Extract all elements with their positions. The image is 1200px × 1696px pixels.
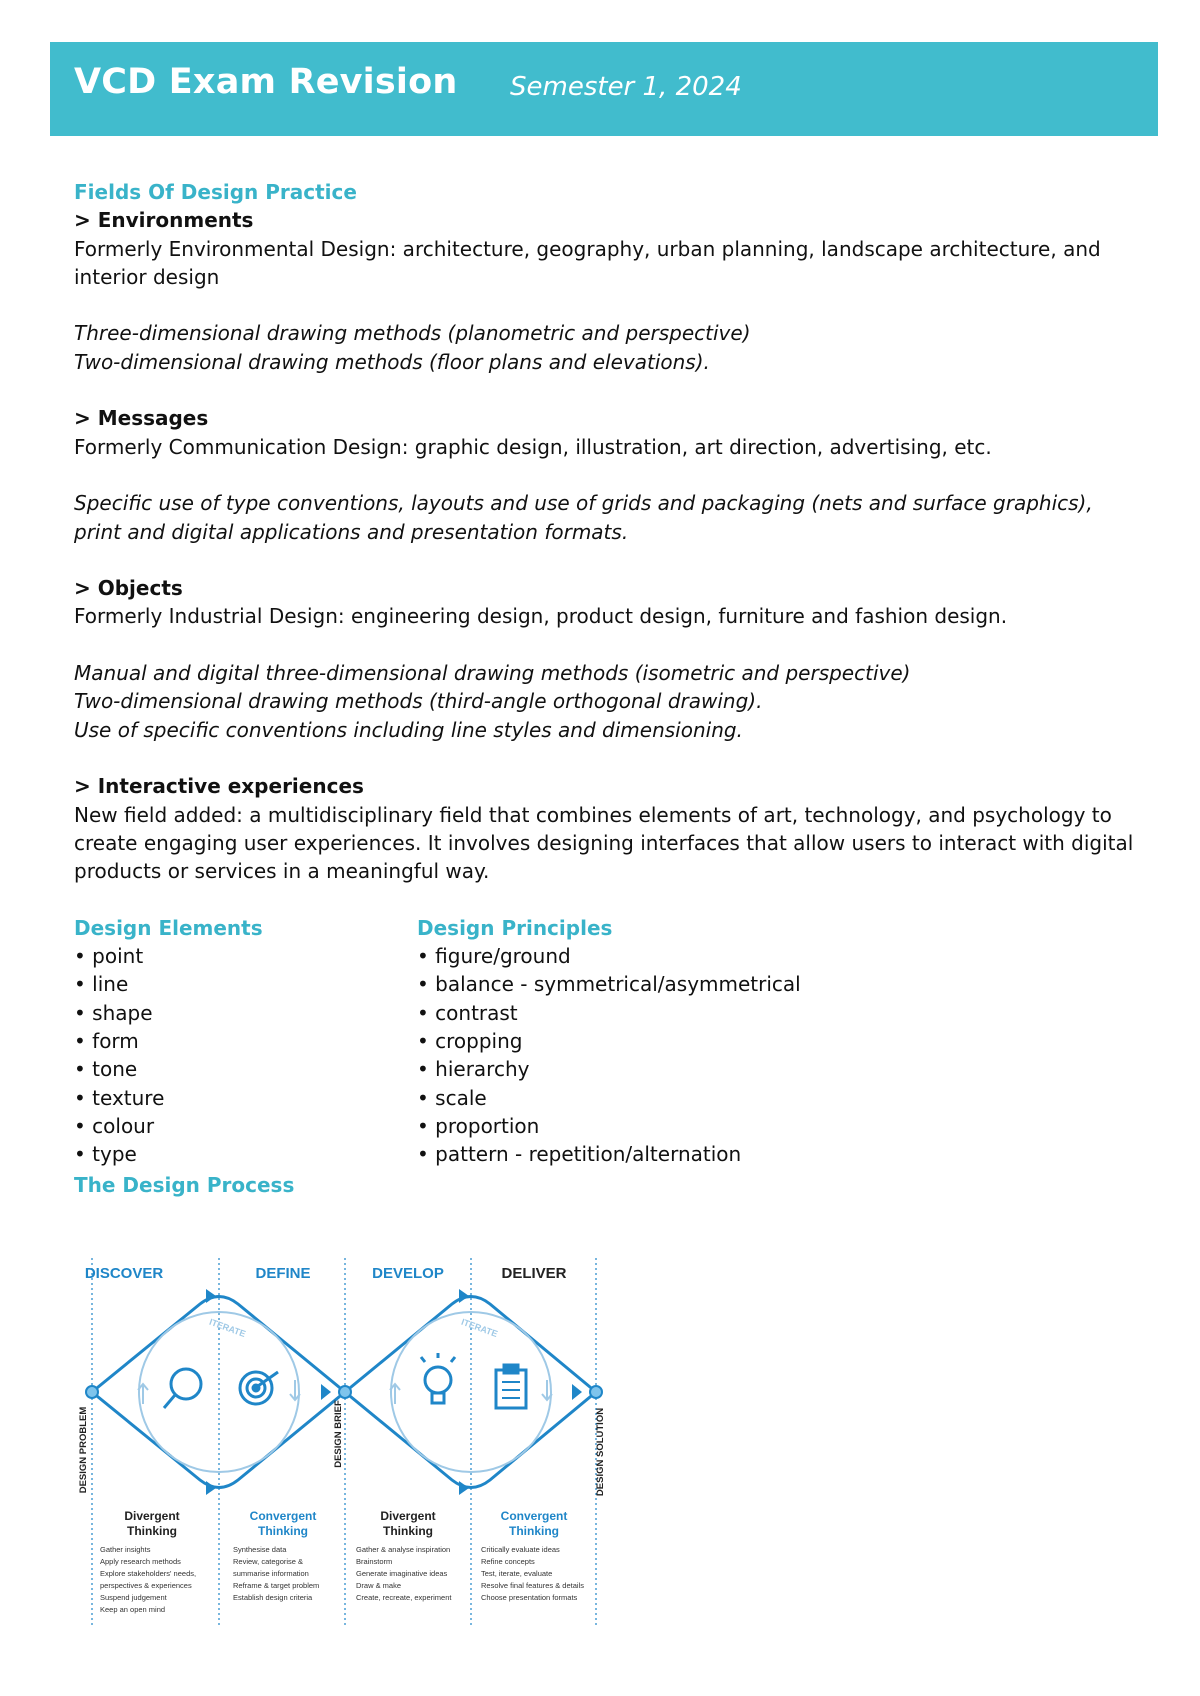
elements-heading: Design Elements	[74, 915, 263, 940]
column-item: Draw & make	[356, 1581, 402, 1590]
column-title: Thinking	[258, 1524, 308, 1538]
column-item: Apply research methods	[100, 1557, 181, 1566]
column-title: Thinking	[383, 1524, 433, 1538]
phase-label: DEVELOP	[372, 1265, 444, 1282]
environments-desc: Formerly Environmental Design: architecture, geography, urban planning, landscape architecture, and interior design	[74, 236, 1101, 289]
element-item: • texture	[74, 1085, 165, 1110]
header-banner	[50, 42, 1158, 136]
column-item: summarise information	[233, 1569, 309, 1578]
arrow-icon	[321, 1384, 331, 1400]
phase-label: DELIVER	[501, 1265, 567, 1282]
lightbulb-icon	[421, 1353, 455, 1403]
column-item: Test, iterate, evaluate	[481, 1569, 553, 1578]
design-process-diagram	[78, 1254, 658, 1632]
column-item: Choose presentation formats	[481, 1593, 578, 1602]
arrow-icon	[459, 1481, 469, 1495]
side-label: DESIGN BRIEF	[333, 1400, 344, 1468]
column-title: Divergent	[124, 1509, 180, 1523]
principles-heading: Design Principles	[417, 915, 613, 940]
search-icon	[164, 1369, 201, 1408]
principle-item: • proportion	[417, 1113, 540, 1138]
iterate-label: ITERATE	[207, 1316, 247, 1340]
principle-item: • hierarchy	[417, 1057, 530, 1082]
principle-item: • contrast	[417, 1000, 518, 1025]
design-elements	[74, 914, 404, 1169]
design-principles	[417, 914, 1017, 1169]
objects-title: > Objects	[74, 576, 183, 601]
principle-item: • pattern - repetition/alternation	[417, 1142, 742, 1167]
column-item: Suspend judgement	[100, 1593, 167, 1602]
element-item: • form	[74, 1028, 139, 1053]
fields-heading: Fields Of Design Practice	[74, 180, 357, 204]
column-title: Convergent	[249, 1509, 317, 1523]
process-heading: The Design Process	[74, 1172, 295, 1197]
environments-title: > Environments	[74, 208, 254, 233]
principle-item: • balance - symmetrical/asymmetrical	[417, 972, 801, 997]
column-item: Synthesise data	[233, 1545, 287, 1554]
element-item: • line	[74, 972, 129, 997]
column-item: Keep an open mind	[100, 1605, 166, 1614]
column-item: perspectives & experiences	[100, 1581, 192, 1590]
elements-principles	[74, 914, 1134, 1174]
column-item: Gather & analyse inspiration	[356, 1545, 451, 1554]
interactive-title: > Interactive experiences	[74, 774, 364, 799]
environments-line2: Two-dimensional drawing methods (floor plans and elevations).	[74, 349, 710, 374]
side-label: DESIGN SOLUTION	[595, 1407, 606, 1497]
column-item: Gather insights	[100, 1545, 151, 1554]
interactive-desc: New field added: a multidisciplinary field that combines elements of art, technology, and psychology to create engaging user experiences. It involves designing interfaces that allow users to interact with digital products or services in a meaningful way.	[74, 802, 1134, 884]
principle-item: • figure/ground	[417, 944, 571, 969]
messages-desc: Formerly Communication Design: graphic design, illustration, art direction, advertising, etc.	[74, 434, 992, 459]
phase-label: DISCOVER	[84, 1265, 164, 1282]
column-item: Establish design criteria	[233, 1593, 313, 1602]
node-dot	[339, 1386, 351, 1398]
phase-label: DEFINE	[255, 1265, 311, 1282]
objects-line3: Use of specific conventions including line styles and dimensioning.	[74, 717, 743, 742]
column-item: Explore stakeholders' needs,	[100, 1569, 197, 1578]
node-dot	[590, 1386, 602, 1398]
page-title: VCD Exam Revision	[74, 62, 458, 102]
main-content	[74, 178, 1134, 1199]
column-item: Review, categorise &	[233, 1557, 304, 1566]
column-item: Resolve final features & details	[481, 1581, 584, 1590]
objects-line2: Two-dimensional drawing methods (third-angle orthogonal drawing).	[74, 689, 763, 714]
column-item: Refine concepts	[481, 1557, 535, 1566]
column-title: Divergent	[380, 1509, 436, 1523]
arrow-icon	[206, 1289, 216, 1303]
principle-item: • scale	[417, 1085, 487, 1110]
column-item: Reframe & target problem	[233, 1581, 320, 1590]
principle-item: • cropping	[417, 1028, 523, 1053]
column-item: Brainstorm	[356, 1557, 393, 1566]
element-item: • tone	[74, 1057, 138, 1082]
column-title: Thinking	[509, 1524, 559, 1538]
element-item: • point	[74, 944, 144, 969]
element-item: • type	[74, 1142, 137, 1167]
element-item: • shape	[74, 1000, 153, 1025]
arrow-icon	[459, 1289, 469, 1303]
column-item: Create, recreate, experiment	[356, 1593, 452, 1602]
arrow-icon	[572, 1384, 582, 1400]
messages-title: > Messages	[74, 406, 209, 431]
environments-line1: Three-dimensional drawing methods (planometric and perspective)	[74, 321, 751, 346]
column-title: Convergent	[500, 1509, 568, 1523]
column-item: Generate imaginative ideas	[356, 1569, 448, 1578]
page-subtitle: Semester 1, 2024	[510, 72, 742, 102]
objects-line1: Manual and digital three-dimensional drawing methods (isometric and perspective)	[74, 661, 911, 686]
target-icon	[240, 1372, 278, 1404]
clipboard-icon	[496, 1365, 526, 1408]
node-dot	[86, 1386, 98, 1398]
iterate-label: ITERATE	[459, 1316, 499, 1340]
column-title: Thinking	[127, 1524, 177, 1538]
element-item: • colour	[74, 1113, 155, 1138]
objects-desc: Formerly Industrial Design: engineering design, product design, furniture and fashion design.	[74, 604, 1008, 629]
arrow-icon	[206, 1481, 216, 1495]
column-item: Critically evaluate ideas	[481, 1545, 560, 1554]
side-label: DESIGN PROBLEM	[78, 1406, 89, 1494]
messages-line1: Specific use of type conventions, layouts and use of grids and packaging (nets and surface graphics), print and digital applications and presentation formats.	[74, 491, 1093, 544]
